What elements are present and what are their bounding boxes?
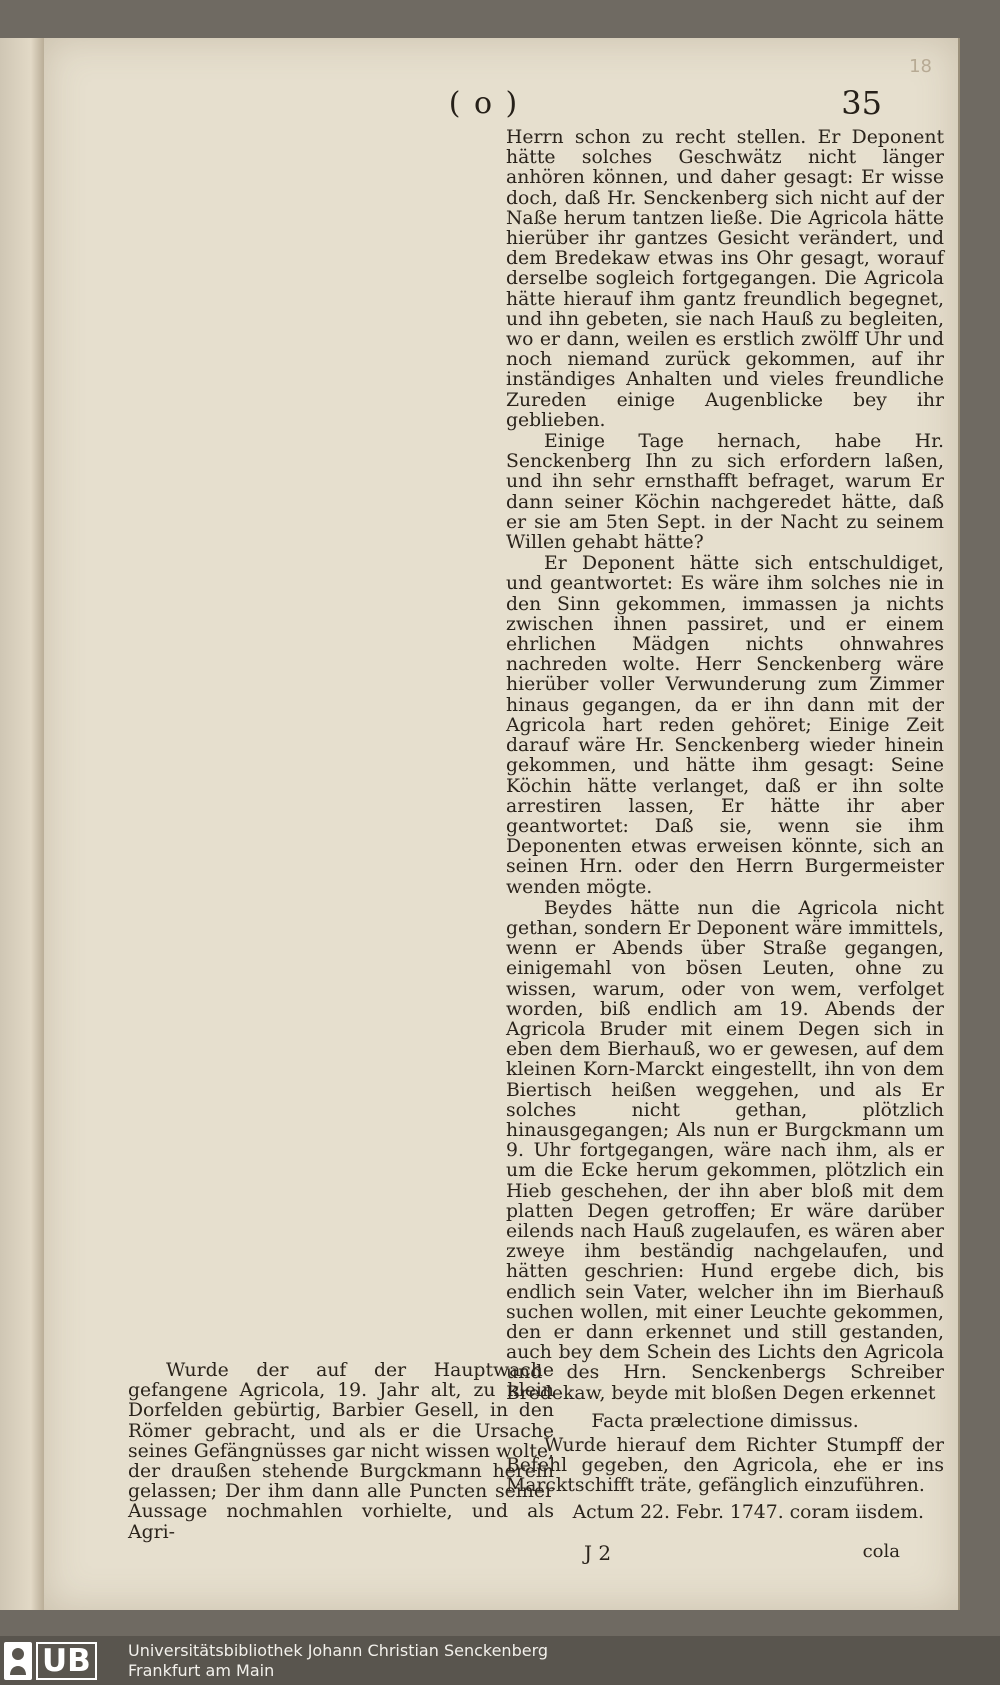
left-text-column bbox=[128, 1361, 554, 1543]
library-name-line-2: Frankfurt am Main bbox=[128, 1660, 275, 1680]
paragraph: Wurde hierauf dem Richter Stumpff der Befehl gegeben, den Agricola, ehe er ins Marcktschifft träte, gefänglich einzuführen. bbox=[506, 1435, 944, 1497]
paragraph: Herrn schon zu recht stellen. Er Deponent hätte solches Geschwätz nicht länger anhören können, und daher gesagt: Er wisse doch, daß Hr. Senckenberg sich nicht auf der Naße herum tantzen ließe. Die Agricola hätte hierüber ihr gantzes Gesicht verändert, und dem Bredekaw etwas ins Ohr gesagt, worauf derselbe sogleich fortgegangen. Die Agricola hätte hierauf ihm gantz freundlich begegnet, und ihn gebeten, sie nach Hauß zu begleiten, wo er dann, weilen es erstlich zwölff Uhr und noch niemand zurück gekommen, auf ihr inständiges Anhalten und vieles freundliche Zureden einige Augenblicke bey ihr geblieben. bbox=[506, 127, 944, 431]
library-name bbox=[128, 1641, 548, 1681]
latin-note: Facta prælectione dimissus. bbox=[591, 1410, 859, 1432]
paragraph: Einige Tage hernach, habe Hr. Senckenberg Ihn zu sich erfordern laßen, und ihn sehr ernsthafft befraget, warum Er dann seiner Köchin nachgeredet hätte, daß er sie am 5ten Sept. in der Nacht zu seinem Willen gehabt hätte? bbox=[506, 431, 944, 554]
right-text-column bbox=[506, 128, 944, 1524]
pencil-folio-mark: 18 bbox=[909, 56, 932, 77]
ub-logo-text: UB bbox=[36, 1642, 97, 1680]
catchword: cola bbox=[862, 1541, 900, 1562]
library-name-line-1: Universitätsbibliothek Johann Christian Senckenberg bbox=[128, 1640, 549, 1660]
library-seal-icon bbox=[4, 1642, 32, 1680]
page-number: 35 bbox=[841, 84, 882, 122]
paragraph: Er Deponent hätte sich entschuldiget, und geantwortet: Es wäre ihm solches nie in den Sinn gekommen, immassen ja nichts zwischen ihnen passiret, und er einem ehrlichen Mädgen nichts ohnwahres nachreden wolte. Herr Senckenberg wäre hierüber voller Verwunderung zum Zimmer hinaus gegangen, da er ihn dann mit der Agricola hart reden gehöret; Einige Zeit darauf wäre Hr. Senckenberg wieder hinein gekommen, und hätte ihm gesagt: Seine Köchin hätte verlanget, daß er ihn solte arrestiren lassen, Er hätte ihr aber geantwortet: Daß sie, wenn sie ihm Deponenten etwas erweisen könnte, sich an seinen Hrn. oder den Herrn Burgermeister wenden mögte. bbox=[506, 553, 944, 898]
ub-logo[interactable] bbox=[4, 1640, 116, 1682]
left-page-edge bbox=[0, 38, 45, 1610]
document-page bbox=[44, 38, 960, 1610]
paragraph: Beydes hätte nun die Agricola nicht gethan, sondern Er Deponent wäre immittels, wenn er Abends über Straße gegangen, einigemahl von bösen Leuten, ohne zu wissen, warum, oder von wem, verfolget worden, biß endlich am 19. Abends der Agricola Bruder mit einem Degen sich in eben dem Bierhauß, wo er gewesen, auf dem kleinen Korn-Marckt eingestellt, ihn von dem Biertisch heißen weggehen, und als Er solches nicht gethan, plötzlich hinausgegangen; Als nun er Burgckmann um 9. Uhr fortgegangen, wäre nach ihm, als er um die Ecke herum gekommen, plötzlich ein Hieb geschehen, der ihn aber bloß mit dem platten Degen getroffen; Er wäre darüber eilends nach Hauß zugelaufen, es wären aber zweye ihm beständig nachgelaufen, und hätten geschrien: Hund ergebe dich, bis endlich sein Vater, welcher ihn im Bierhauß suchen wollen, mit einer Leuchte gekommen, den er dann erkennet und still gestanden, auch bey dem Schein des Lichts den Agricola und des Hrn. Senckenbergs Schreiber Bredekaw, beyde mit bloßen Degen erkennet bbox=[506, 897, 944, 1404]
library-footer-bar bbox=[0, 1636, 1000, 1685]
page-header-ornament: ( o ) bbox=[448, 86, 520, 121]
paragraph: Wurde der auf der Hauptwache gefangene Agricola, 19. Jahr alt, zu klein Dorfelden gebürtig, Barbier Gesell, in den Römer gebracht, und als er die Ursache seines Gefängnüsses gar nicht wissen wolte, der draußen stehende Burgckmann herein gelassen; Der ihm dann alle Puncten seiner Aussage nochmahlen vorhielte, und als Agri- bbox=[128, 1360, 554, 1543]
actum-date-line: Actum 22. Febr. 1747. coram iisdem. bbox=[572, 1501, 924, 1523]
signature-mark: J 2 bbox=[584, 1541, 612, 1565]
